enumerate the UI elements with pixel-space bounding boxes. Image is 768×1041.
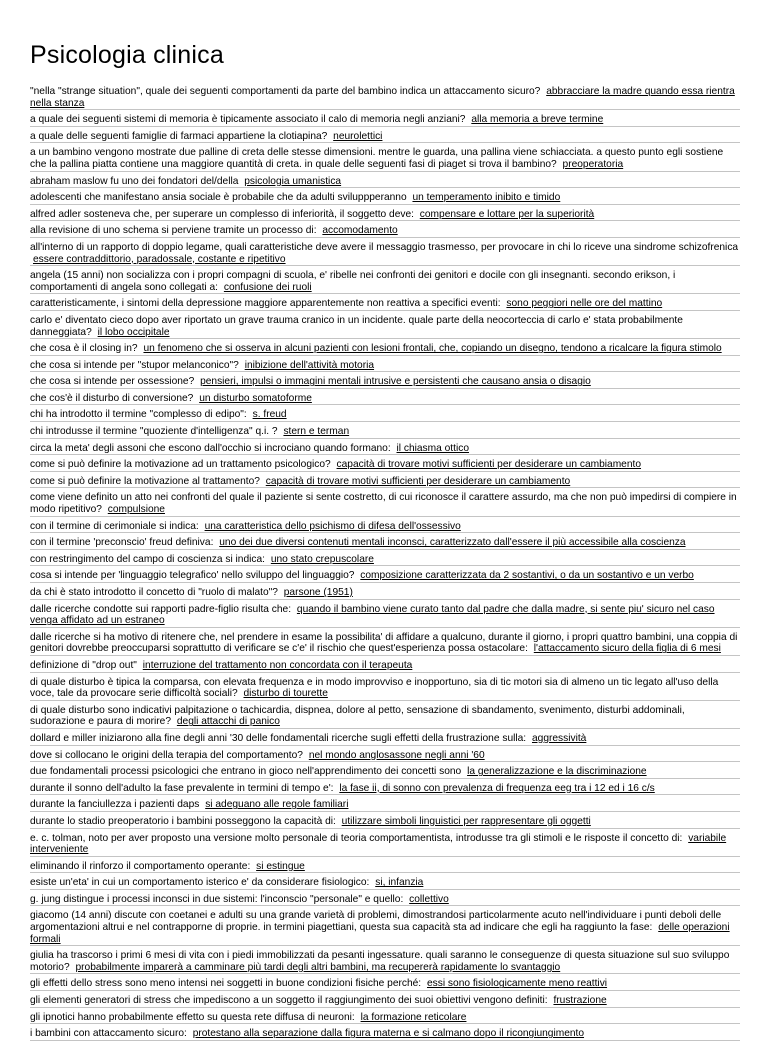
list-item: [30, 455, 740, 472]
answer-text: s. freud: [252, 409, 287, 421]
list-item: [30, 873, 740, 890]
list-item: [30, 779, 740, 796]
question-list: [30, 82, 740, 1041]
list-item: [30, 628, 740, 656]
answer-text: inibizione dell'attività motoria: [244, 359, 375, 371]
list-item: [30, 762, 740, 779]
list-item: [30, 266, 740, 294]
question-text: "nella "strange situation", quale dei seguenti comportamenti da parte del bambino indica un attaccamento sicuro?: [30, 86, 541, 97]
list-item: [30, 311, 740, 339]
question-text: di quale disturbo è tipica la comparsa, con elevata frequenza e in modo improvviso e inopportuno, sia di tic motori sia di almeno un tic legato all'uso della voce, tale da provocare serie difficoltà sociali?: [30, 676, 719, 700]
question-text: dalle ricerche condotte sui rapporti padre-figlio risulta che:: [30, 603, 292, 615]
list-item: [30, 439, 740, 456]
answer-text: un temperamento inibito e timido: [412, 192, 561, 204]
question-text: giacomo (14 anni) discute con coetanei e adulti su una grande varietà di problemi, dimostrandosi particolarmente acuto nell'individuare i punti deboli delle argomentazioni altrui e nel contrapporne di proprie. in termini piagettiani, questa sua capacità sta ad indicare che egli ha raggiunto la fase:: [30, 910, 722, 934]
list-item: [30, 389, 740, 406]
question-text: chi introdusse il termine "quoziente d'intelligenza" q.i. ?: [30, 426, 278, 438]
question-text: i bambini con attaccamento sicuro:: [30, 1028, 187, 1040]
list-item: [30, 205, 740, 222]
list-item: [30, 533, 740, 550]
list-item: [30, 566, 740, 583]
list-item: [30, 991, 740, 1008]
answer-text: essere contraddittorio, paradossale, costante e ripetitivo: [33, 253, 286, 265]
answer-text: la generalizzazione e la discriminazione: [467, 766, 647, 778]
answer-text: delle operazioni formali: [30, 922, 730, 945]
question-text: alfred adler sosteneva che, per superare un complesso di inferiorità, il soggetto deve:: [30, 208, 414, 220]
answer-text: nel mondo anglosassone negli anni '60: [308, 749, 485, 761]
question-text: abraham maslow fu uno dei fondatori del/della: [30, 175, 239, 187]
list-item: [30, 812, 740, 829]
question-text: cosa si intende per 'linguaggio telegrafico' nello sviluppo del linguaggio?: [30, 570, 355, 582]
list-item: [30, 405, 740, 422]
answer-text: si adeguano alle regole familiari: [205, 799, 349, 811]
list-item: [30, 221, 740, 238]
answer-text: si estingue: [256, 860, 305, 872]
answer-text: una caratteristica dello psichismo di difesa dell'ossessivo: [204, 520, 461, 532]
answer-text: neurolettici: [333, 130, 383, 142]
question-text: dalle ricerche si ha motivo di ritenere che, nel prendere in esame la possibilita' di affidare a qualcuno, durante il giorno, i propri quattro bambini, una coppia di genitori dovrebbe preoccuparsi soprattutto di verificare se c'e' il rischio che quest'esperienza possa ostacolare:: [30, 631, 738, 655]
answer-text: psicologia umanistica: [244, 175, 342, 187]
answer-text: preoperatoria: [562, 158, 624, 170]
list-item: [30, 372, 740, 389]
list-item: [30, 795, 740, 812]
answer-text: interruzione del trattamento non concordata con il terapeuta: [142, 659, 413, 671]
question-text: definizione di "drop out": [30, 659, 137, 671]
answer-text: capacità di trovare motivi sufficienti per desiderare un cambiamento: [265, 475, 571, 487]
list-item: [30, 729, 740, 746]
answer-text: un disturbo somatoforme: [199, 392, 312, 404]
answer-text: capacità di trovare motivi sufficienti per desiderare un cambiamento: [336, 459, 642, 471]
question-text: durante lo stadio preoperatorio i bambini posseggono la capacità di:: [30, 815, 336, 827]
list-item: [30, 110, 740, 127]
question-text: con il termine 'preconscio' freud definiva:: [30, 537, 214, 549]
answer-text: utilizzare simboli linguistici per rappresentare gli oggetti: [341, 815, 591, 827]
answer-text: collettivo: [409, 893, 449, 905]
page-title: Psicologia clinica: [30, 41, 224, 69]
list-item: [30, 517, 740, 534]
question-text: esiste un'eta' in cui un comportamento isterico e' da considerare fisiologico:: [30, 877, 370, 889]
question-text: come si può definire la motivazione al trattamento?: [30, 475, 260, 487]
answer-text: essi sono fisiologicamente meno reattivi: [426, 978, 608, 990]
answer-text: la fase ii, di sonno con prevalenza di frequenza eeg tra i 12 ed i 16 c/s: [339, 782, 655, 794]
answer-text: degli attacchi di panico: [176, 716, 280, 728]
list-item: [30, 600, 740, 628]
list-item: [30, 746, 740, 763]
list-item: [30, 890, 740, 907]
list-item: [30, 701, 740, 729]
question-text: a un bambino vengono mostrate due palline di creta delle stesse dimensioni. mentre le guarda, una pallina viene schiacciata. a questo punto egli sostiene che la pallina piatta contiene una maggiore quantità di creta. in quale delle seguenti fasi di piaget si trova il bambino?: [30, 147, 724, 170]
question-text: alla revisione di uno schema si perviene tramite un processo di:: [30, 225, 317, 237]
question-text: giulia ha trascorso i primi 6 mesi di vita con i piedi immobilizzati da pesanti ingessature. quali saranno le conseguenze di questa situazione sul suo sviluppo motorio?: [30, 950, 730, 973]
answer-text: il chiasma ottico: [396, 442, 469, 454]
question-text: gli elementi generatori di stress che impediscono a un soggetto il raggiungimento dei suoi obiettivi vengono definiti:: [30, 995, 548, 1007]
answer-text: frustrazione: [553, 995, 607, 1007]
list-item: [30, 857, 740, 874]
list-item: [30, 673, 740, 701]
list-item: [30, 422, 740, 439]
answer-text: un fenomeno che si osserva in alcuni pazienti con lesioni frontali, che, copiando un disegno, tendono a ricalcare la figura stimolo: [143, 343, 722, 355]
question-text: come si può definire la motivazione ad un trattamento psicologico?: [30, 459, 331, 471]
question-text: da chi è stato introdotto il concetto di "ruolo di malato"?: [30, 587, 278, 598]
question-text: due fondamentali processi psicologici che entrano in gioco nell'apprendimento dei concetti sono: [30, 766, 462, 778]
question-text: gli ipnotici hanno probabilmente effetto su questa rete diffusa di neuroni:: [30, 1011, 355, 1023]
list-item: [30, 127, 740, 144]
question-text: all'interno di un rapporto di doppio legame, quali caratteristiche deve avere il messaggio trasmesso, per provocare in chi lo riceve una sindrome schizofrenica: [30, 241, 739, 253]
list-item: [30, 294, 740, 311]
answer-text: la formazione reticolare: [360, 1011, 467, 1023]
answer-text: aggressività: [531, 732, 587, 744]
question-text: carlo e' diventato cieco dopo aver riportato un grave trauma cranico in un incidente. quale parte della neocorteccia di carlo e' stata probabilmente danneggiata?: [30, 314, 683, 338]
answer-text: stern e terman: [283, 426, 350, 438]
answer-text: confusione dei ruoli: [223, 281, 312, 293]
answer-text: composizione caratterizzata da 2 sostantivi, o da un sostantivo e un verbo: [360, 570, 694, 582]
list-item: [30, 238, 740, 266]
answer-text: probabilmente imparerà a camminare più tardi degli altri bambini, ma recupererà rapidamente lo svantaggio: [75, 961, 561, 973]
answer-text: uno stato crepuscolare: [270, 553, 374, 565]
question-text: durante la fanciullezza i pazienti daps: [30, 799, 200, 811]
answer-text: uno dei due diversi contenuti mentali inconsci, caratterizzato dall'essere il più accessibile alla coscienza: [219, 537, 686, 549]
question-text: che cosa si intende per ossessione?: [30, 376, 195, 388]
list-item: [30, 172, 740, 189]
answer-text: il lobo occipitale: [97, 326, 170, 338]
list-item: [30, 829, 740, 857]
question-text: gli effetti dello stress sono meno intensi nei soggetti in buone condizioni fisiche perché:: [30, 978, 422, 990]
question-text: eliminando il rinforzo il comportamento operante:: [30, 860, 251, 872]
list-item: [30, 656, 740, 673]
answer-text: parsone (1951): [283, 587, 353, 598]
answer-text: accomodamento: [322, 225, 398, 237]
question-text: circa la meta' degli assoni che escono dall'occhio si incrociano quando formano:: [30, 442, 391, 454]
question-text: a quale dei seguenti sistemi di memoria è tipicamente associato il calo di memoria negli anziani?: [30, 114, 466, 126]
list-item: [30, 339, 740, 356]
question-text: di quale disturbo sono indicativi palpitazione o tachicardia, dispnea, dolore al petto, sensazione di sbandamento, svenimento, disturbi addominali, sudorazione e paura di morire?: [30, 704, 685, 728]
answer-text: protestano alla separazione dalla figura materna e si calmano dopo il ricongiungimento: [192, 1028, 585, 1040]
list-item: [30, 188, 740, 205]
question-text: che cosa si intende per "stupor melanconico"?: [30, 359, 239, 371]
list-item: [30, 583, 740, 600]
question-text: dollard e miller iniziarono alla fine degli anni '30 delle fondamentali ricerche sugli effetti della frustrazione sulla:: [30, 732, 527, 744]
answer-text: disturbo di tourette: [243, 688, 328, 700]
answer-text: abbracciare la madre quando essa rientra nella stanza: [30, 86, 735, 109]
question-text: durante il sonno dell'adulto la fase prevalente in termini di tempo e':: [30, 782, 334, 794]
list-item: [30, 550, 740, 567]
answer-text: quando il bambino viene curato tanto dal padre che dalla madre, si sente piu' sicuro nel caso venga affidato ad un estraneo: [30, 603, 715, 627]
answer-text: compulsione: [107, 504, 165, 516]
question-text: angela (15 anni) non socializza con i propri compagni di scuola, e' ribelle nei confronti dei genitori e docile con gli insegnanti. secondo erikson, i comportamenti di angela sono collegati a:: [30, 270, 676, 293]
list-item: [30, 143, 740, 171]
answer-text: compensare e lottare per la superiorità: [419, 208, 595, 220]
question-text: con restringimento del campo di coscienza si indica:: [30, 553, 265, 565]
answer-text: l'attaccamento sicuro della figlia di 6 mesi: [533, 643, 721, 655]
question-text: g. jung distingue i processi inconsci in due sistemi: l'inconscio "personale" e quello:: [30, 893, 404, 905]
question-text: adolescenti che manifestano ansia sociale è probabile che da adulti sviluppperanno: [30, 192, 407, 204]
list-item: [30, 488, 740, 516]
answer-text: sono peggiori nelle ore del mattino: [506, 298, 663, 310]
question-text: e. c. tolman, noto per aver proposto una versione molto personale di teoria comportamentista, introdusse tra gli stimoli e le risposte il concetto di:: [30, 832, 683, 844]
question-text: che cosa è il closing in?: [30, 343, 138, 355]
question-text: caratteristicamente, i sintomi della depressione maggiore apparentemente non reattiva a specifici eventi:: [30, 298, 501, 310]
list-item: [30, 82, 740, 110]
list-item: [30, 472, 740, 489]
question-text: dove si collocano le origini della terapia del comportamento?: [30, 749, 303, 761]
answer-text: variabile interveniente: [30, 832, 727, 856]
list-item: [30, 974, 740, 991]
list-item: [30, 356, 740, 373]
list-item: [30, 906, 740, 946]
question-text: a quale delle seguenti famiglie di farmaci appartiene la clotiapina?: [30, 130, 328, 142]
list-item: [30, 1008, 740, 1025]
list-item: [30, 946, 740, 974]
answer-text: si, infanzia: [375, 877, 424, 889]
question-text: chi ha introdotto il termine "complesso di edipo":: [30, 409, 247, 421]
list-item: [30, 1024, 740, 1041]
answer-text: alla memoria a breve termine: [471, 114, 604, 126]
question-text: che cos'è il disturbo di conversione?: [30, 392, 194, 404]
question-text: come viene definito un atto nei confronti del quale il paziente si sente costretto, di cui riconosce il carattere assurdo, ma che non può impedirsi di compiere in modo ripetitivo?: [30, 492, 737, 516]
question-text: con il termine di cerimoniale si indica:: [30, 520, 199, 532]
answer-text: pensieri, impulsi o immagini mentali intrusive e persistenti che causano ansia o disagio: [200, 376, 591, 388]
